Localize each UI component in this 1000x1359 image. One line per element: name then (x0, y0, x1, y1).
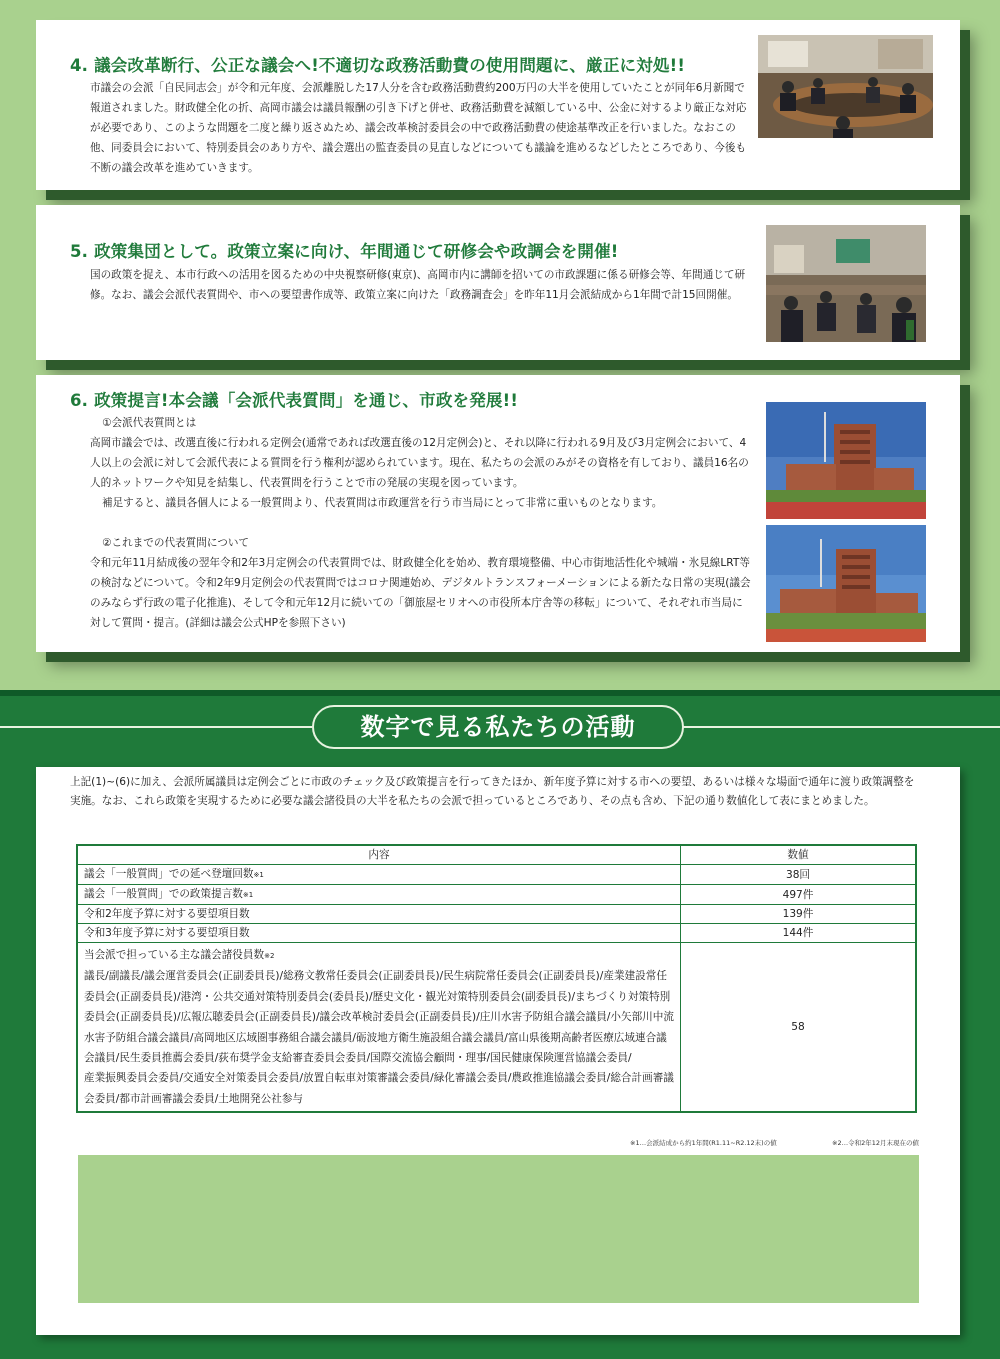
officers-detail-2: 産業振興委員会委員/交通安全対策委員会委員/放置自転車対策審議会委員/緑化審議会委員/農政推進協議会委員/総合計画審議会委員/都市計画審議会委員/土地開発公社参与 (84, 1072, 674, 1105)
title-line-right (682, 726, 1000, 728)
city-hall-photo-2 (766, 525, 926, 642)
table-header-row (77, 845, 916, 865)
col-content-header: 内容 (77, 845, 681, 865)
section-6-title: 6. 政策提言!本会議「会派代表質問」を通じ、市政を発展!! (70, 391, 519, 410)
section-5-text: 国の政策を捉え、本市行政への活用を図るための中央視察研修(東京)、高岡市内に講師を招いての市政課題に係る研修会等、年間通じて研修。なお、議会会派代表質問や、市への要望書作成等、政策立案に向けた「政務調査会」を昨年11月会派結成から1年間で計15回開催。 (90, 269, 746, 301)
officers-label: 当会派で担っている主な議会諸役員数※2 (84, 949, 275, 961)
section-6-text1: 高岡市議会では、改選直後に行われる定例会(通常であれば改選直後の12月定例会)と、それ以降に行われる9月及び3月定例会において、4人以上の会派に対して会派代表による質問を行う権利が認められています。現在、私たちの会派のみがその資格を有しており、議員16名の人的ネットワークや知見を結集し、代表質問を行うことで市の発展の実現を図っています。 (90, 437, 749, 489)
section-5-card (36, 205, 960, 360)
section-6-body (90, 413, 752, 633)
section-6-card (36, 375, 960, 652)
city-hall-photo-1 (766, 402, 926, 519)
section-4-body (90, 78, 750, 178)
footnote-2: ※2…令和2年12月末現在の値 (832, 1139, 919, 1147)
row-label: 議会「一般質問」での延べ登壇回数※1 (77, 865, 681, 885)
section-5-body (90, 265, 750, 305)
officers-detail: 議長/副議長/議会運営委員会(正副委員長)/総務文教常任委員会(正副委員長)/民生病院常任委員会(正副委員長)/産業建設常任委員会(正副委員長)/港湾・公共交通対策特別委員会(委員長)/歴史文化・観光対策特別委員会(副委員長)/まちづくり対策特別委員会(正副委員長)/広報広聴委員会(正副委員長)/議会改革検討委員会(正副委員長)/庄川水害予防組合議会議員/小矢部川中流水害予防組合議会議員/高岡地区広域圏事務組合議会議員/砺波地方衛生施設組合議会議員/富山県後期高齢者医療広域連合議会議員/民生委員推薦会委員/荻布奨学金支給審査委員会委員/国際交流協会顧問・理事/国民健康保険運営協議会委員/ (84, 970, 674, 1065)
table-row (77, 924, 916, 943)
col-value-header: 数値 (681, 845, 917, 865)
section-6-sub1: ①会派代表質問とは (102, 417, 197, 429)
row-value: 497件 (681, 885, 917, 905)
section-4-text: 市議会の会派「自民同志会」が令和元年度、会派離脱した17人分を含む政務活動費約200万円の大半を使用していたことが同年6月新聞で報道されました。財政健全化の折、高岡市議会は議員報酬の引き下げと併せ、政務活動費を減額している中、公金に対するより厳正な対応が必要であり、このような問題を二度と繰り返さぬため、議会改革検討委員会の中で政務活動費の使途基準改正を行いました。なおこの他、同委員会において、特別委員会のあり方や、議会選出の監査委員の見直しなどについても議論を進めるなどしたところであり、今後も不断の議会改革を進めていきます。 (90, 82, 747, 174)
table-row-officers (77, 943, 916, 1113)
row-label: 令和2年度予算に対する要望項目数 (77, 905, 681, 924)
row-value: 38回 (681, 865, 917, 885)
stats-intro: 上記(1)~(6)に加え、会派所属議員は定例会ごとに市政のチェック及び政策提言を行ってきたほか、新年度予算に対する市への要望、あるいは様々な場面で通年に渡り政策調整を実施。なお、これら政策を実現するために必要な議会諸役員の大半を私たちの会派で担っているところであり、その点も含め、下記の通り数値化して表にまとめました。 (70, 776, 915, 807)
row-value: 144件 (681, 924, 917, 943)
section-4-title: 4. 議会改革断行、公正な議会へ!不適切な政務活動費の使用問題に、厳正に対処!! (70, 56, 686, 75)
row-value: 139件 (681, 905, 917, 924)
section-6-text2: 令和元年11月結成後の翌年令和2年3月定例会の代表質問では、財政健全化を始め、教育環境整備、中心市街地活性化や城端・氷見線LRT等の検討などについて。令和2年9月定例会の代表質問ではコロナ関連始め、デジタルトランスフォーメーションによる新たな日常の実現(議会のみならず行政の電子化推進)、そして令和元年12月に続いての「御旅屋セリオへの市役所本庁舎等の移転」について、それぞれ市当局に対して質問・提言。(詳細は議会公式HPを参照下さい) (90, 557, 751, 629)
title-line-left (0, 726, 312, 728)
officers-value: 58 (681, 943, 917, 1113)
section-6-sub2: ②これまでの代表質問について (102, 537, 250, 549)
stats-heading: 数字で見る私たちの活動 (312, 705, 684, 749)
meeting-photo-1 (758, 35, 933, 138)
green-placeholder-box (78, 1155, 919, 1303)
spacer (90, 513, 752, 533)
section-5-title: 5. 政策集団として。政策立案に向け、年間通じて研修会や政調会を開催! (70, 242, 619, 261)
section-6-text1b: 補足すると、議員各個人による一般質問より、代表質問は市政運営を行う市当局にとって非常に重いものとなります。 (102, 497, 663, 509)
row-label: 令和3年度予算に対する要望項目数 (77, 924, 681, 943)
table-row (77, 865, 916, 885)
row-label: 議会「一般質問」での政策提言数※1 (77, 885, 681, 905)
seminar-photo (766, 225, 926, 342)
stats-panel (36, 767, 960, 1335)
stats-table (76, 844, 917, 1113)
table-row (77, 905, 916, 924)
footnote-1: ※1…会派結成から約1年間(R1.11~R2.12末)の値 (630, 1139, 777, 1147)
officers-cell (77, 943, 681, 1113)
table-row (77, 885, 916, 905)
section-4-card (36, 20, 960, 190)
